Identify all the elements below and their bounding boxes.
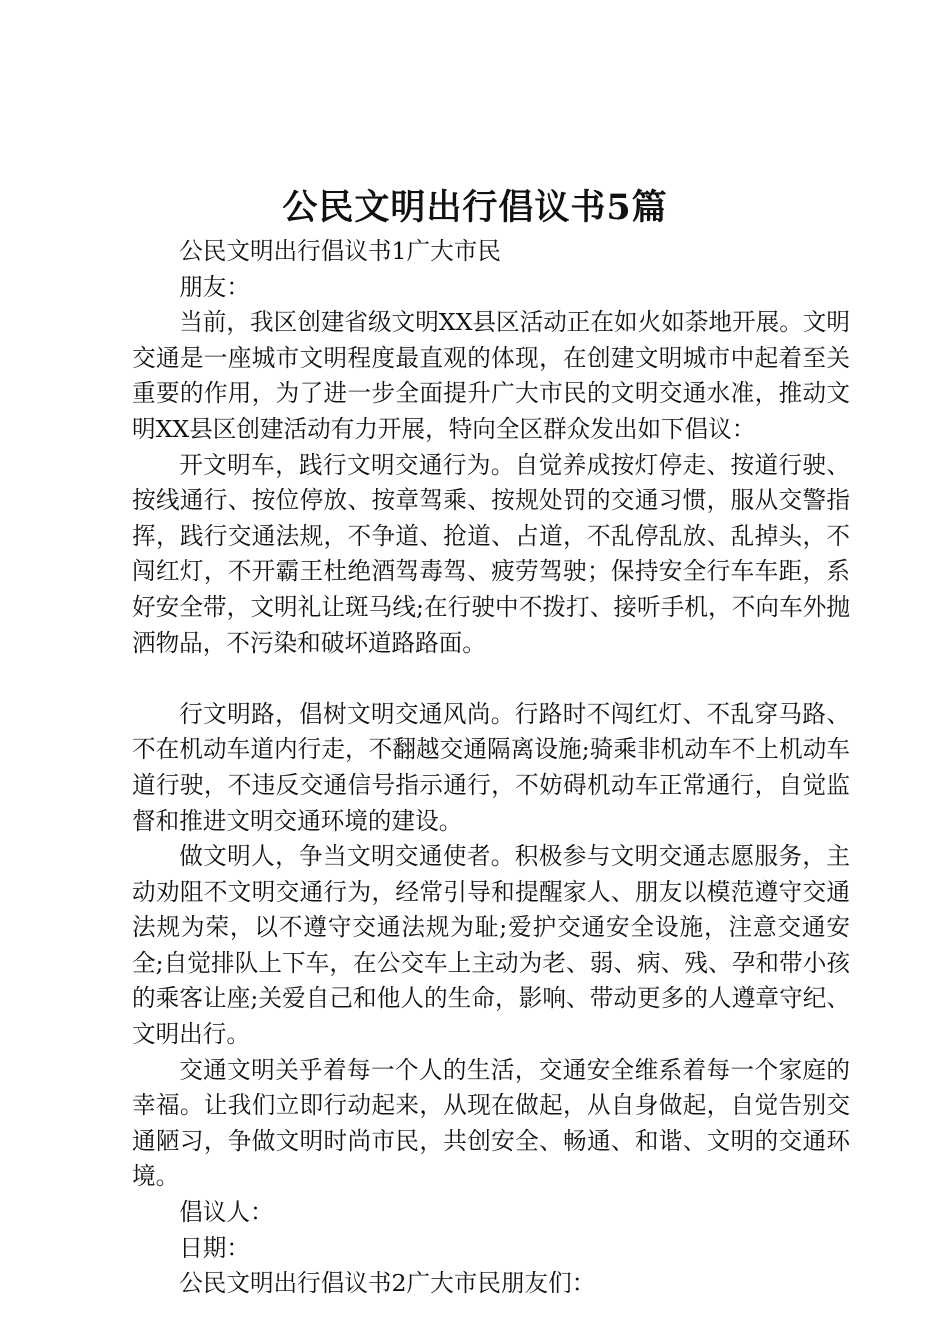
- paragraph-be-civilized: 做文明人，争当文明交通使者。积极参与文明交通志愿服务，主动劝阻不文明交通行为，经常引导和提醒家人、朋友以模范遵守交通法规为荣，以不遵守交通法规为耻;爱护交通安全设施，注意交通安全;自觉排队上下车，在公交车上主动为老、弱、病、残、孕和带小孩的乘客让座;关爱自己和他人的生命，影响、带动更多的人遵章守纪、文明出行。: [132, 842, 850, 1049]
- paragraph-drive-civilized: 开文明车，践行文明交通行为。自觉养成按灯停走、按道行驶、按线通行、按位停放、按章驾乘、按规处罚的交通习惯，服从交警指挥，践行交通法规，不争道、抢道、占道，不乱停乱放、乱掉头，不闯红灯，不开霸王杜绝酒驾毒驾、疲劳驾驶；保持安全行车车距，系好安全带，文明礼让斑马线;在行驶中不拨打、接听手机，不向车外抛洒物品，不污染和破坏道路路面。: [132, 450, 850, 657]
- document-body: [132, 234, 850, 1302]
- paragraph-date: 日期：: [179, 1233, 250, 1262]
- document-title: 公民文明出行倡议书5篇: [282, 187, 668, 228]
- paragraph-initiator: 倡议人：: [179, 1198, 274, 1227]
- paragraph-heading-2: 公民文明出行倡议书2广大市民朋友们：: [179, 1269, 596, 1298]
- paragraph-closing: 交通文明关乎着每一个人的生活，交通安全维系着每一个家庭的幸福。让我们立即行动起来，从现在做起，从自身做起，自觉告别交通陋习，争做文明时尚市民，共创安全、畅通、和谐、文明的交通环境。: [132, 1055, 850, 1191]
- paragraph-walk-civilized: 行文明路，倡树文明交通风尚。行路时不闯红灯、不乱穿马路、不在机动车道内行走，不翻越交通隔离设施;骑乘非机动车不上机动车道行驶，不违反交通信号指示通行，不妨碍机动车正常通行，自觉监督和推进文明交通环境的建设。: [132, 699, 850, 835]
- paragraph-salutation: 朋友：: [179, 272, 250, 301]
- paragraph-spacer: [132, 661, 850, 697]
- paragraph-intro: 当前，我区创建省级文明XX县区活动正在如火如荼地开展。文明交通是一座城市文明程度最直观的体现，在创建文明城市中起着至关重要的作用，为了进一步全面提升广大市民的文明交通水准，推动文明XX县区创建活动有力开展，特向全区群众发出如下倡议：: [132, 308, 850, 443]
- paragraph-heading-1: 公民文明出行倡议书1广大市民: [179, 237, 501, 265]
